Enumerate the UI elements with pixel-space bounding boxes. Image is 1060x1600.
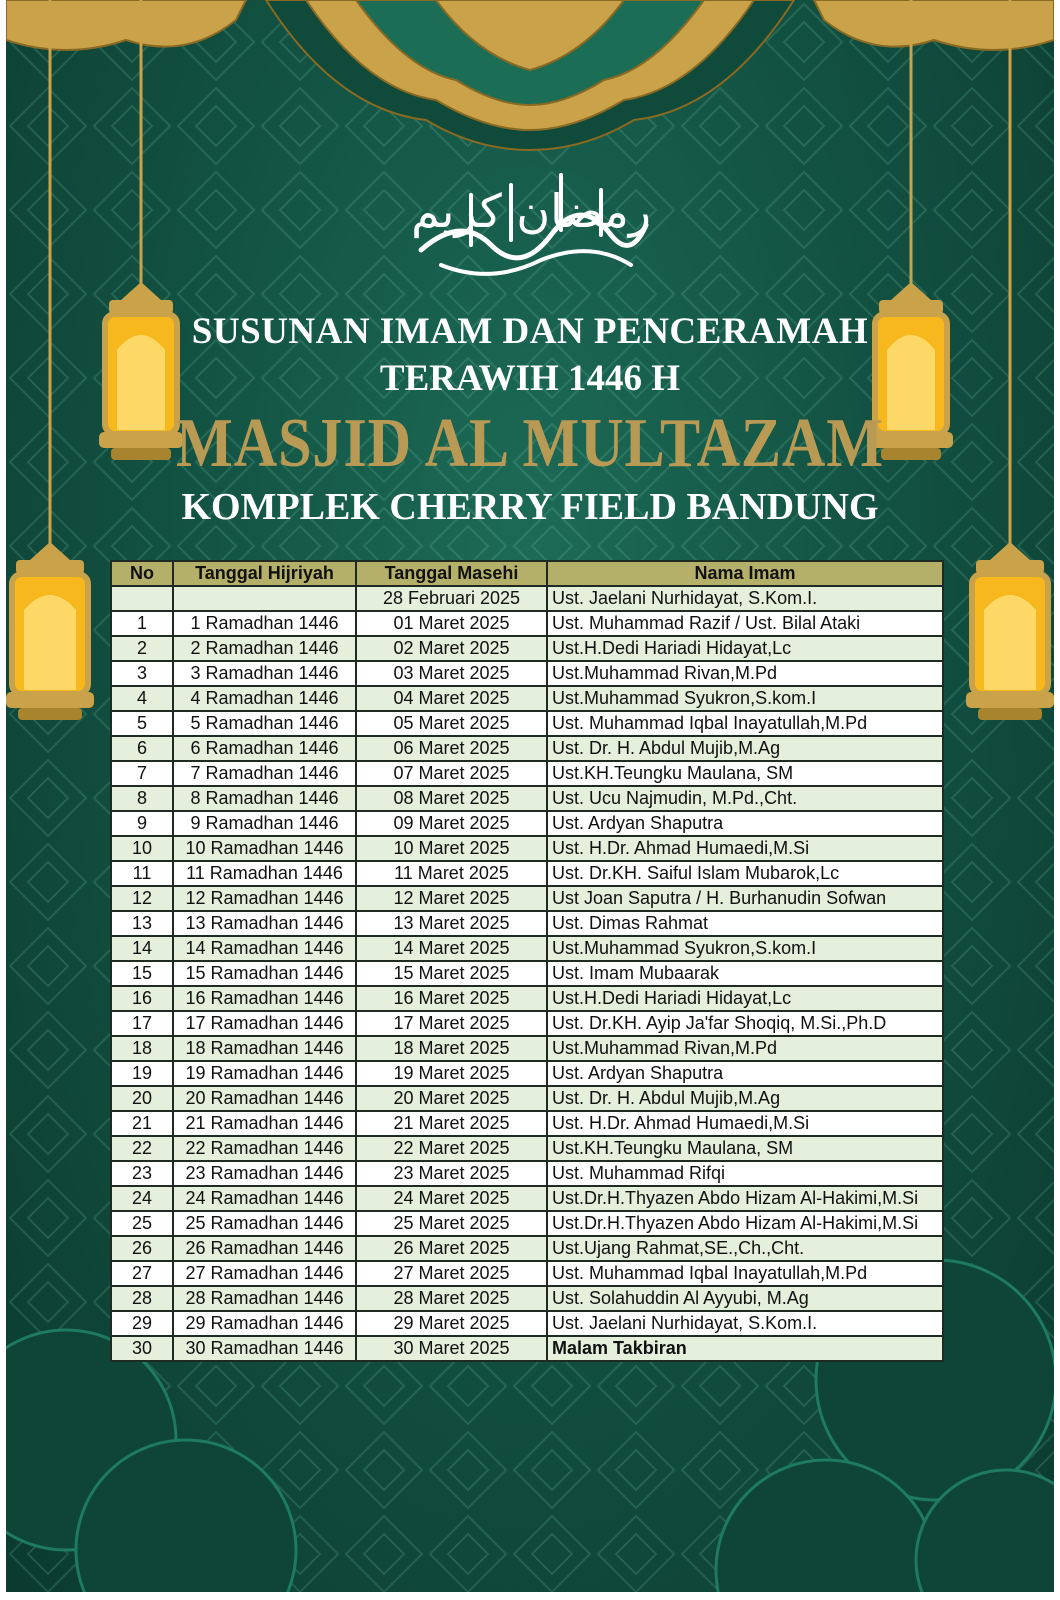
table-row	[111, 1236, 943, 1261]
cell-hijri: 27 Ramadhan 1446	[173, 1261, 356, 1286]
cell-no: 13	[111, 911, 173, 936]
ramadan-kareem-calligraphy	[401, 155, 661, 295]
cell-imam: Ust. Muhammad Rifqi	[547, 1161, 943, 1186]
cell-no: 24	[111, 1186, 173, 1211]
cell-masehi: 29 Maret 2025	[356, 1311, 547, 1336]
page-title-line2: TERAWIH 1446 H	[379, 358, 681, 399]
mosque-name: MASJID AL MULTAZAM	[176, 405, 884, 482]
cell-masehi: 16 Maret 2025	[356, 986, 547, 1011]
cell-masehi: 22 Maret 2025	[356, 1136, 547, 1161]
column-header-imam: Nama Imam	[547, 561, 943, 586]
cell-imam: Ust. Dr. H. Abdul Mujib,M.Ag	[547, 736, 943, 761]
cell-no: 3	[111, 661, 173, 686]
table-row	[111, 1061, 943, 1086]
cell-hijri: 22 Ramadhan 1446	[173, 1136, 356, 1161]
cell-hijri: 6 Ramadhan 1446	[173, 736, 356, 761]
cell-hijri: 1 Ramadhan 1446	[173, 611, 356, 636]
cell-imam: Ust. Imam Mubaarak	[547, 961, 943, 986]
cell-masehi: 07 Maret 2025	[356, 761, 547, 786]
cell-hijri: 9 Ramadhan 1446	[173, 811, 356, 836]
cell-masehi: 23 Maret 2025	[356, 1161, 547, 1186]
cell-masehi: 13 Maret 2025	[356, 911, 547, 936]
cell-hijri: 17 Ramadhan 1446	[173, 1011, 356, 1036]
table-row	[111, 786, 943, 811]
cell-no: 2	[111, 636, 173, 661]
table-row	[111, 1036, 943, 1061]
table-row	[111, 1011, 943, 1036]
cell-imam: Ust. Dr.KH. Ayip Ja'far Shoqiq, M.Si.,Ph.D	[547, 1011, 943, 1036]
cell-masehi: 12 Maret 2025	[356, 886, 547, 911]
cell-no: 10	[111, 836, 173, 861]
cell-masehi: 30 Maret 2025	[356, 1336, 547, 1361]
table-row	[111, 986, 943, 1011]
cell-masehi: 26 Maret 2025	[356, 1236, 547, 1261]
cell-no: 30	[111, 1336, 173, 1361]
cell-masehi: 03 Maret 2025	[356, 661, 547, 686]
cell-masehi: 21 Maret 2025	[356, 1111, 547, 1136]
cell-masehi: 19 Maret 2025	[356, 1061, 547, 1086]
cell-no: 4	[111, 686, 173, 711]
cell-imam: Ust.Muhammad Syukron,S.kom.I	[547, 686, 943, 711]
cell-hijri: 18 Ramadhan 1446	[173, 1036, 356, 1061]
column-header-no: No	[111, 561, 173, 586]
table-row	[111, 1111, 943, 1136]
cell-imam: Ust.Muhammad Rivan,M.Pd	[547, 1036, 943, 1061]
poster	[6, 0, 1054, 1592]
cell-hijri: 28 Ramadhan 1446	[173, 1286, 356, 1311]
cell-masehi: 06 Maret 2025	[356, 736, 547, 761]
cell-imam: Malam Takbiran	[547, 1336, 943, 1361]
cell-masehi: 18 Maret 2025	[356, 1036, 547, 1061]
cell-hijri: 2 Ramadhan 1446	[173, 636, 356, 661]
cell-hijri: 14 Ramadhan 1446	[173, 936, 356, 961]
cell-no: 1	[111, 611, 173, 636]
table-row	[111, 911, 943, 936]
table-row	[111, 586, 943, 611]
cell-masehi: 20 Maret 2025	[356, 1086, 547, 1111]
cell-imam: Ust. Muhammad Iqbal Inayatullah,M.Pd	[547, 711, 943, 736]
cell-masehi: 10 Maret 2025	[356, 836, 547, 861]
cell-imam: Ust. Muhammad Razif / Ust. Bilal Ataki	[547, 611, 943, 636]
cell-imam: Ust. Ucu Najmudin, M.Pd.,Cht.	[547, 786, 943, 811]
cell-no: 25	[111, 1211, 173, 1236]
cell-masehi: 28 Maret 2025	[356, 1286, 547, 1311]
cell-hijri: 16 Ramadhan 1446	[173, 986, 356, 1011]
cell-masehi: 09 Maret 2025	[356, 811, 547, 836]
cell-no: 22	[111, 1136, 173, 1161]
cell-hijri: 19 Ramadhan 1446	[173, 1061, 356, 1086]
cell-no: 20	[111, 1086, 173, 1111]
cell-no: 14	[111, 936, 173, 961]
cell-masehi: 08 Maret 2025	[356, 786, 547, 811]
cell-no: 29	[111, 1311, 173, 1336]
cell-no: 15	[111, 961, 173, 986]
table-row	[111, 1161, 943, 1186]
cell-hijri: 5 Ramadhan 1446	[173, 711, 356, 736]
table-row	[111, 811, 943, 836]
cell-no: 7	[111, 761, 173, 786]
imam-schedule-table	[110, 560, 944, 1362]
cell-masehi: 14 Maret 2025	[356, 936, 547, 961]
table-row	[111, 1286, 943, 1311]
cell-no: 11	[111, 861, 173, 886]
cell-no: 9	[111, 811, 173, 836]
table-row	[111, 636, 943, 661]
cell-hijri: 29 Ramadhan 1446	[173, 1311, 356, 1336]
mosque-location: KOMPLEK CHERRY FIELD BANDUNG	[181, 486, 879, 528]
cell-imam: Ust.Dr.H.Thyazen Abdo Hizam Al-Hakimi,M.Si	[547, 1211, 943, 1236]
cell-imam: Ust. Dr.KH. Saiful Islam Mubarok,Lc	[547, 861, 943, 886]
cell-imam: Ust.Dr.H.Thyazen Abdo Hizam Al-Hakimi,M.Si	[547, 1186, 943, 1211]
table-row	[111, 661, 943, 686]
table-row	[111, 1336, 943, 1361]
table-row	[111, 1186, 943, 1211]
table-header-row	[111, 561, 943, 586]
table-row	[111, 1086, 943, 1111]
cell-no: 18	[111, 1036, 173, 1061]
cell-hijri: 30 Ramadhan 1446	[173, 1336, 356, 1361]
cell-no	[111, 586, 173, 611]
cell-masehi: 02 Maret 2025	[356, 636, 547, 661]
cell-masehi: 11 Maret 2025	[356, 861, 547, 886]
cell-masehi: 27 Maret 2025	[356, 1261, 547, 1286]
cell-imam: Ust.KH.Teungku Maulana, SM	[547, 761, 943, 786]
cell-no: 19	[111, 1061, 173, 1086]
cell-hijri: 3 Ramadhan 1446	[173, 661, 356, 686]
cell-imam: Ust. H.Dr. Ahmad Humaedi,M.Si	[547, 836, 943, 861]
cell-hijri: 8 Ramadhan 1446	[173, 786, 356, 811]
column-header-hijri: Tanggal Hijriyah	[173, 561, 356, 586]
table-row	[111, 1136, 943, 1161]
table-row	[111, 861, 943, 886]
cell-imam: Ust. H.Dr. Ahmad Humaedi,M.Si	[547, 1111, 943, 1136]
cell-imam: Ust.KH.Teungku Maulana, SM	[547, 1136, 943, 1161]
cell-hijri: 11 Ramadhan 1446	[173, 861, 356, 886]
cell-imam: Ust.Ujang Rahmat,SE.,Ch.,Cht.	[547, 1236, 943, 1261]
table-row	[111, 1311, 943, 1336]
table-row	[111, 961, 943, 986]
cell-imam: Ust. Ardyan Shaputra	[547, 1061, 943, 1086]
cell-masehi: 24 Maret 2025	[356, 1186, 547, 1211]
cell-hijri: 7 Ramadhan 1446	[173, 761, 356, 786]
cell-imam: Ust.H.Dedi Hariadi Hidayat,Lc	[547, 986, 943, 1011]
table-row	[111, 836, 943, 861]
cell-hijri: 25 Ramadhan 1446	[173, 1211, 356, 1236]
cell-imam: Ust. Ardyan Shaputra	[547, 811, 943, 836]
cell-imam: Ust. Jaelani Nurhidayat, S.Kom.I.	[547, 586, 943, 611]
column-header-masehi: Tanggal Masehi	[356, 561, 547, 586]
table-row	[111, 711, 943, 736]
cell-imam: Ust Joan Saputra / H. Burhanudin Sofwan	[547, 886, 943, 911]
cell-no: 5	[111, 711, 173, 736]
cell-masehi: 25 Maret 2025	[356, 1211, 547, 1236]
cell-hijri: 23 Ramadhan 1446	[173, 1161, 356, 1186]
cell-no: 6	[111, 736, 173, 761]
cell-hijri: 4 Ramadhan 1446	[173, 686, 356, 711]
cell-masehi: 15 Maret 2025	[356, 961, 547, 986]
table-row	[111, 1261, 943, 1286]
cell-hijri: 13 Ramadhan 1446	[173, 911, 356, 936]
cell-masehi: 05 Maret 2025	[356, 711, 547, 736]
cell-imam: Ust.H.Dedi Hariadi Hidayat,Lc	[547, 636, 943, 661]
cell-hijri	[173, 586, 356, 611]
cell-no: 27	[111, 1261, 173, 1286]
cell-hijri: 21 Ramadhan 1446	[173, 1111, 356, 1136]
table-body	[111, 586, 943, 1361]
cell-no: 28	[111, 1286, 173, 1311]
cell-hijri: 20 Ramadhan 1446	[173, 1086, 356, 1111]
table-row	[111, 936, 943, 961]
cell-imam: Ust. Muhammad Iqbal Inayatullah,M.Pd	[547, 1261, 943, 1286]
cell-imam: Ust.Muhammad Rivan,M.Pd	[547, 661, 943, 686]
cell-imam: Ust. Dimas Rahmat	[547, 911, 943, 936]
cell-no: 23	[111, 1161, 173, 1186]
cell-no: 17	[111, 1011, 173, 1036]
table-row	[111, 611, 943, 636]
cell-imam: Ust.Muhammad Syukron,S.kom.I	[547, 936, 943, 961]
cell-masehi: 01 Maret 2025	[356, 611, 547, 636]
table-row	[111, 736, 943, 761]
cell-hijri: 15 Ramadhan 1446	[173, 961, 356, 986]
cell-masehi: 28 Februari 2025	[356, 586, 547, 611]
cell-no: 8	[111, 786, 173, 811]
cell-masehi: 17 Maret 2025	[356, 1011, 547, 1036]
table-row	[111, 761, 943, 786]
table-row	[111, 686, 943, 711]
cell-masehi: 04 Maret 2025	[356, 686, 547, 711]
calligraphy-text: رمضان كريم	[411, 184, 651, 238]
table-row	[111, 1211, 943, 1236]
cell-hijri: 24 Ramadhan 1446	[173, 1186, 356, 1211]
page-title-line1: SUSUNAN IMAM DAN PENCERAMAH	[191, 311, 869, 352]
table-row	[111, 886, 943, 911]
cell-hijri: 12 Ramadhan 1446	[173, 886, 356, 911]
cell-imam: Ust. Dr. H. Abdul Mujib,M.Ag	[547, 1086, 943, 1111]
cell-hijri: 26 Ramadhan 1446	[173, 1236, 356, 1261]
cell-hijri: 10 Ramadhan 1446	[173, 836, 356, 861]
cell-no: 16	[111, 986, 173, 1011]
cell-no: 21	[111, 1111, 173, 1136]
cell-no: 12	[111, 886, 173, 911]
cell-imam: Ust. Solahuddin Al Ayyubi, M.Ag	[547, 1286, 943, 1311]
cell-no: 26	[111, 1236, 173, 1261]
cell-imam: Ust. Jaelani Nurhidayat, S.Kom.I.	[547, 1311, 943, 1336]
